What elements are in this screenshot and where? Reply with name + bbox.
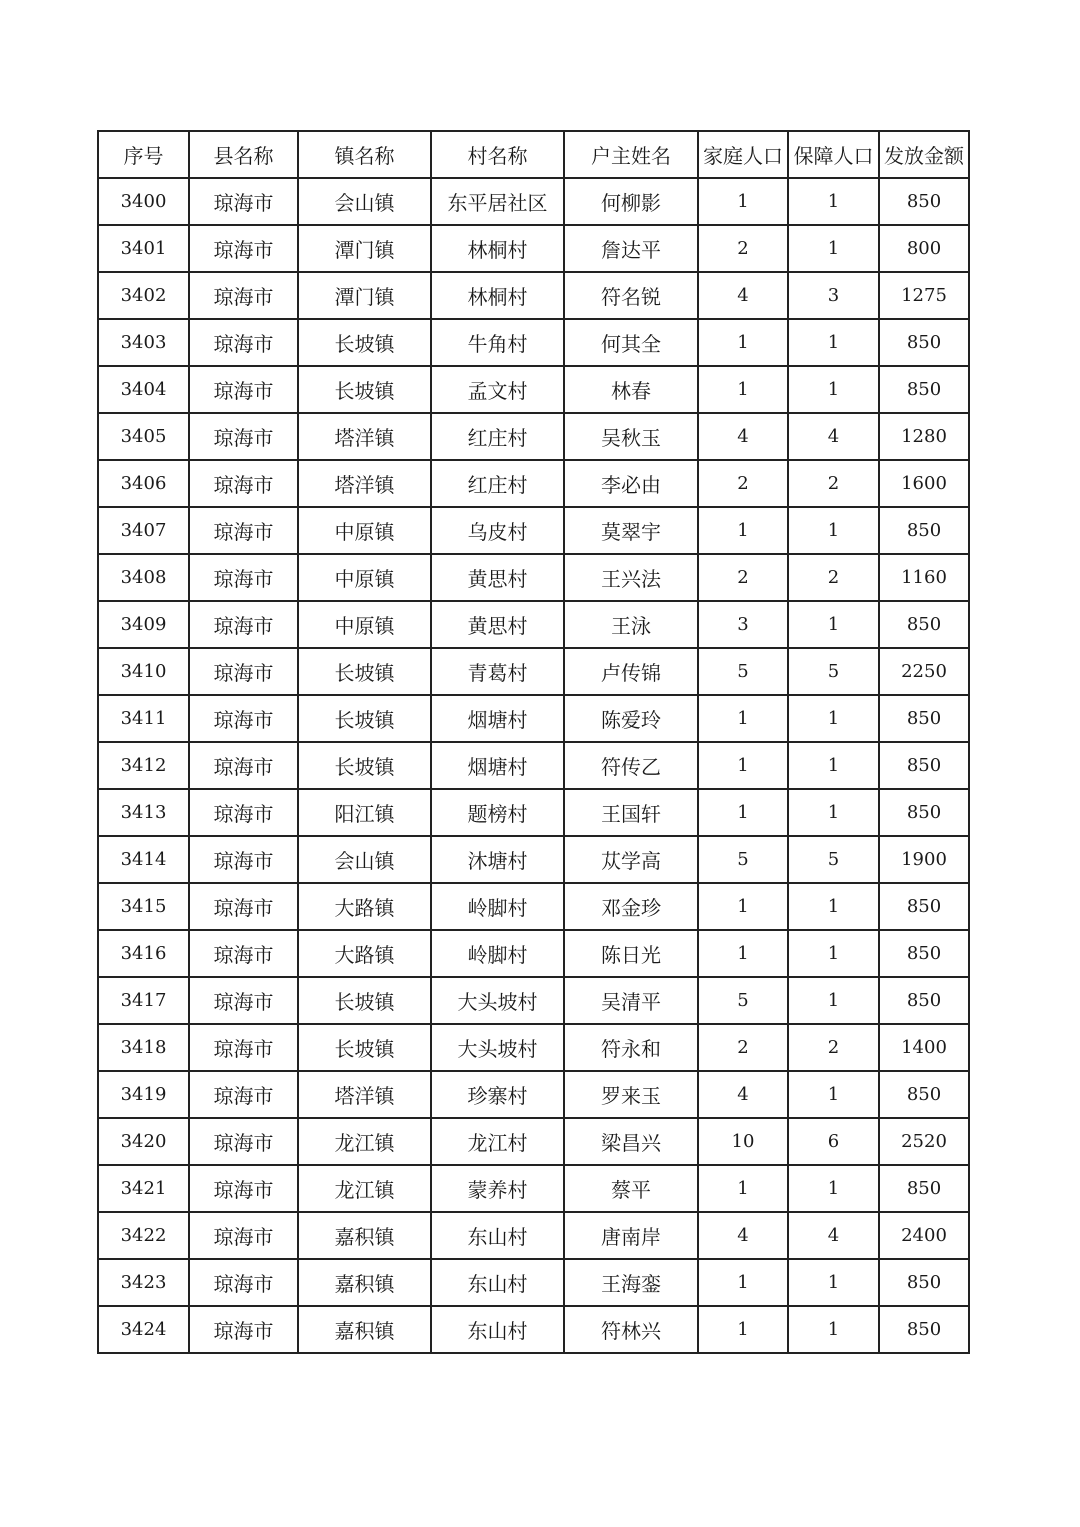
cell-covered-persons: 4 [788,413,879,460]
cell-county: 琼海市 [189,1212,298,1259]
cell-serial-no: 3422 [98,1212,189,1259]
cell-town: 中原镇 [298,507,431,554]
cell-county: 琼海市 [189,1118,298,1165]
cell-covered-persons: 1 [788,789,879,836]
cell-serial-no: 3411 [98,695,189,742]
table-row [98,178,969,225]
cell-covered-persons: 5 [788,648,879,695]
cell-town: 长坡镇 [298,977,431,1024]
cell-town: 嘉积镇 [298,1259,431,1306]
cell-village: 珍寨村 [431,1071,564,1118]
cell-county: 琼海市 [189,319,298,366]
cell-householder: 王海銮 [564,1259,698,1306]
cell-covered-persons: 2 [788,460,879,507]
table-row [98,1165,969,1212]
cell-amount: 850 [879,601,969,648]
cell-family-size: 2 [698,554,788,601]
header-serial-no: 序号 [98,131,189,178]
cell-county: 琼海市 [189,836,298,883]
cell-householder: 符名锐 [564,272,698,319]
cell-householder: 莫翠宇 [564,507,698,554]
cell-town: 潭门镇 [298,225,431,272]
cell-family-size: 4 [698,1071,788,1118]
cell-amount: 850 [879,742,969,789]
cell-village: 东山村 [431,1259,564,1306]
cell-town: 塔洋镇 [298,460,431,507]
cell-serial-no: 3419 [98,1071,189,1118]
cell-covered-persons: 1 [788,178,879,225]
cell-serial-no: 3421 [98,1165,189,1212]
table-row [98,1071,969,1118]
table-row [98,648,969,695]
header-village: 村名称 [431,131,564,178]
cell-covered-persons: 1 [788,1259,879,1306]
cell-covered-persons: 2 [788,1024,879,1071]
cell-family-size: 2 [698,225,788,272]
cell-county: 琼海市 [189,272,298,319]
cell-village: 黄思村 [431,554,564,601]
cell-town: 潭门镇 [298,272,431,319]
cell-amount: 850 [879,507,969,554]
cell-town: 嘉积镇 [298,1212,431,1259]
cell-householder: 唐南岸 [564,1212,698,1259]
cell-serial-no: 3403 [98,319,189,366]
cell-covered-persons: 5 [788,836,879,883]
cell-town: 龙江镇 [298,1118,431,1165]
cell-county: 琼海市 [189,648,298,695]
cell-town: 长坡镇 [298,742,431,789]
cell-family-size: 1 [698,1165,788,1212]
header-amount: 发放金额 [879,131,969,178]
cell-family-size: 1 [698,507,788,554]
cell-county: 琼海市 [189,1306,298,1353]
cell-amount: 2520 [879,1118,969,1165]
table-row [98,1024,969,1071]
document-sheet [97,130,968,1354]
cell-family-size: 5 [698,836,788,883]
cell-amount: 850 [879,977,969,1024]
cell-town: 长坡镇 [298,648,431,695]
cell-amount: 850 [879,1071,969,1118]
cell-covered-persons: 6 [788,1118,879,1165]
cell-village: 岭脚村 [431,883,564,930]
table-row [98,507,969,554]
cell-amount: 850 [879,319,969,366]
cell-serial-no: 3418 [98,1024,189,1071]
cell-village: 孟文村 [431,366,564,413]
cell-family-size: 2 [698,1024,788,1071]
cell-town: 会山镇 [298,178,431,225]
table-row [98,1306,969,1353]
table-row [98,1118,969,1165]
table-row [98,695,969,742]
cell-county: 琼海市 [189,883,298,930]
cell-county: 琼海市 [189,789,298,836]
cell-serial-no: 3416 [98,930,189,977]
cell-county: 琼海市 [189,1024,298,1071]
cell-village: 大头坡村 [431,977,564,1024]
cell-amount: 800 [879,225,969,272]
cell-county: 琼海市 [189,554,298,601]
cell-householder: 梁昌兴 [564,1118,698,1165]
cell-county: 琼海市 [189,225,298,272]
cell-town: 嘉积镇 [298,1306,431,1353]
table-row [98,554,969,601]
cell-householder: 李必由 [564,460,698,507]
cell-family-size: 1 [698,930,788,977]
header-county: 县名称 [189,131,298,178]
cell-town: 塔洋镇 [298,1071,431,1118]
cell-county: 琼海市 [189,1259,298,1306]
table-row [98,977,969,1024]
cell-amount: 850 [879,930,969,977]
cell-town: 长坡镇 [298,366,431,413]
cell-town: 长坡镇 [298,1024,431,1071]
cell-covered-persons: 1 [788,225,879,272]
cell-town: 龙江镇 [298,1165,431,1212]
cell-serial-no: 3406 [98,460,189,507]
cell-amount: 850 [879,883,969,930]
cell-family-size: 1 [698,789,788,836]
cell-serial-no: 3412 [98,742,189,789]
cell-town: 塔洋镇 [298,413,431,460]
cell-householder: 詹达平 [564,225,698,272]
cell-county: 琼海市 [189,366,298,413]
cell-serial-no: 3407 [98,507,189,554]
cell-family-size: 4 [698,272,788,319]
cell-village: 大头坡村 [431,1024,564,1071]
cell-serial-no: 3400 [98,178,189,225]
cell-family-size: 4 [698,413,788,460]
table-row [98,601,969,648]
cell-town: 长坡镇 [298,695,431,742]
cell-county: 琼海市 [189,742,298,789]
allowance-table [97,130,970,1354]
cell-covered-persons: 1 [788,319,879,366]
cell-covered-persons: 1 [788,930,879,977]
cell-householder: 吴清平 [564,977,698,1024]
cell-family-size: 1 [698,366,788,413]
cell-covered-persons: 1 [788,883,879,930]
header-town: 镇名称 [298,131,431,178]
cell-town: 中原镇 [298,554,431,601]
cell-county: 琼海市 [189,1165,298,1212]
cell-county: 琼海市 [189,695,298,742]
cell-amount: 1400 [879,1024,969,1071]
cell-householder: 符永和 [564,1024,698,1071]
cell-householder: 苁学高 [564,836,698,883]
table-row [98,225,969,272]
cell-householder: 罗来玉 [564,1071,698,1118]
cell-householder: 吴秋玉 [564,413,698,460]
cell-covered-persons: 4 [788,1212,879,1259]
cell-householder: 邓金珍 [564,883,698,930]
cell-village: 红庄村 [431,460,564,507]
cell-village: 烟塘村 [431,695,564,742]
cell-householder: 蔡平 [564,1165,698,1212]
table-row [98,1259,969,1306]
cell-householder: 陈日光 [564,930,698,977]
table-row [98,883,969,930]
cell-family-size: 1 [698,695,788,742]
cell-amount: 850 [879,366,969,413]
cell-village: 红庄村 [431,413,564,460]
cell-covered-persons: 3 [788,272,879,319]
cell-amount: 1280 [879,413,969,460]
cell-amount: 1900 [879,836,969,883]
cell-serial-no: 3415 [98,883,189,930]
cell-householder: 何其全 [564,319,698,366]
table-header-row [98,131,969,178]
cell-family-size: 5 [698,977,788,1024]
cell-village: 龙江村 [431,1118,564,1165]
cell-householder: 何柳影 [564,178,698,225]
cell-family-size: 1 [698,178,788,225]
cell-amount: 850 [879,695,969,742]
cell-family-size: 2 [698,460,788,507]
table-row [98,366,969,413]
cell-county: 琼海市 [189,413,298,460]
cell-amount: 850 [879,1306,969,1353]
cell-village: 东平居社区 [431,178,564,225]
cell-covered-persons: 2 [788,554,879,601]
cell-family-size: 3 [698,601,788,648]
cell-town: 中原镇 [298,601,431,648]
table-row [98,836,969,883]
cell-family-size: 1 [698,1259,788,1306]
cell-village: 乌皮村 [431,507,564,554]
cell-village: 岭脚村 [431,930,564,977]
cell-amount: 1600 [879,460,969,507]
cell-county: 琼海市 [189,930,298,977]
cell-family-size: 1 [698,1306,788,1353]
cell-householder: 王兴法 [564,554,698,601]
table-body [98,178,969,1353]
cell-serial-no: 3423 [98,1259,189,1306]
header-householder: 户主姓名 [564,131,698,178]
cell-village: 黄思村 [431,601,564,648]
cell-village: 东山村 [431,1306,564,1353]
header-covered-persons: 保障人口 [788,131,879,178]
cell-covered-persons: 1 [788,1306,879,1353]
cell-town: 大路镇 [298,930,431,977]
cell-covered-persons: 1 [788,695,879,742]
table-row [98,1212,969,1259]
cell-county: 琼海市 [189,460,298,507]
cell-town: 大路镇 [298,883,431,930]
cell-serial-no: 3420 [98,1118,189,1165]
cell-covered-persons: 1 [788,1165,879,1212]
cell-covered-persons: 1 [788,977,879,1024]
cell-serial-no: 3410 [98,648,189,695]
cell-town: 阳江镇 [298,789,431,836]
cell-amount: 850 [879,1165,969,1212]
cell-village: 蒙养村 [431,1165,564,1212]
cell-village: 林桐村 [431,225,564,272]
cell-amount: 2400 [879,1212,969,1259]
cell-serial-no: 3424 [98,1306,189,1353]
header-family-size: 家庭人口 [698,131,788,178]
cell-covered-persons: 1 [788,1071,879,1118]
cell-householder: 陈爱玲 [564,695,698,742]
cell-amount: 850 [879,789,969,836]
table-row [98,930,969,977]
cell-householder: 符林兴 [564,1306,698,1353]
cell-amount: 1275 [879,272,969,319]
cell-county: 琼海市 [189,178,298,225]
cell-householder: 王泳 [564,601,698,648]
cell-serial-no: 3413 [98,789,189,836]
cell-householder: 符传乙 [564,742,698,789]
cell-family-size: 4 [698,1212,788,1259]
table-row [98,319,969,366]
cell-family-size: 1 [698,742,788,789]
cell-serial-no: 3405 [98,413,189,460]
cell-householder: 林春 [564,366,698,413]
cell-village: 林桐村 [431,272,564,319]
cell-village: 东山村 [431,1212,564,1259]
cell-householder: 卢传锦 [564,648,698,695]
cell-covered-persons: 1 [788,507,879,554]
cell-town: 会山镇 [298,836,431,883]
cell-family-size: 10 [698,1118,788,1165]
table-row [98,789,969,836]
cell-town: 长坡镇 [298,319,431,366]
cell-serial-no: 3417 [98,977,189,1024]
cell-amount: 2250 [879,648,969,695]
cell-family-size: 1 [698,883,788,930]
table-row [98,272,969,319]
cell-family-size: 1 [698,319,788,366]
cell-village: 青葛村 [431,648,564,695]
cell-householder: 王国轩 [564,789,698,836]
cell-county: 琼海市 [189,1071,298,1118]
cell-village: 沐塘村 [431,836,564,883]
cell-covered-persons: 1 [788,366,879,413]
table-row [98,460,969,507]
cell-county: 琼海市 [189,977,298,1024]
cell-village: 烟塘村 [431,742,564,789]
cell-serial-no: 3414 [98,836,189,883]
table-row [98,413,969,460]
cell-village: 题榜村 [431,789,564,836]
cell-serial-no: 3401 [98,225,189,272]
cell-amount: 850 [879,1259,969,1306]
cell-covered-persons: 1 [788,742,879,789]
cell-amount: 1160 [879,554,969,601]
table-row [98,742,969,789]
cell-serial-no: 3408 [98,554,189,601]
cell-serial-no: 3409 [98,601,189,648]
cell-family-size: 5 [698,648,788,695]
cell-amount: 850 [879,178,969,225]
cell-county: 琼海市 [189,507,298,554]
cell-village: 牛角村 [431,319,564,366]
cell-serial-no: 3402 [98,272,189,319]
cell-serial-no: 3404 [98,366,189,413]
cell-county: 琼海市 [189,601,298,648]
cell-covered-persons: 1 [788,601,879,648]
